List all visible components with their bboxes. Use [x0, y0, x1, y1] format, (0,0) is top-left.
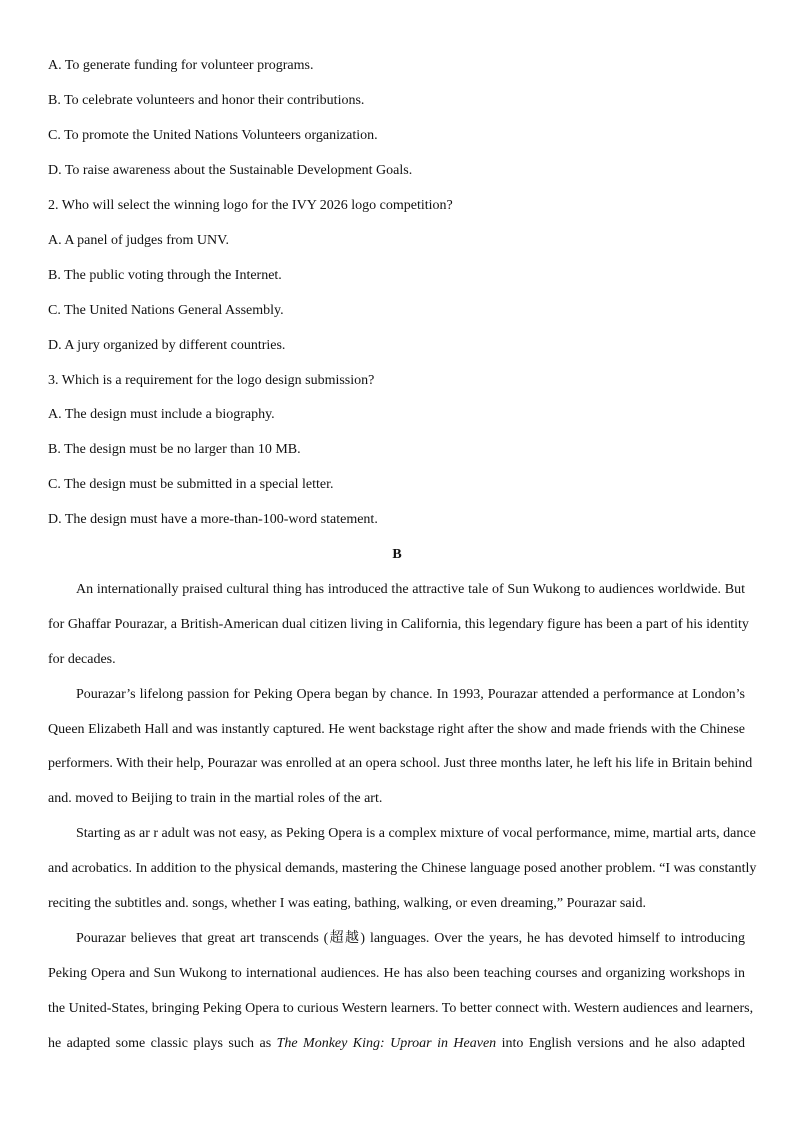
- q3-option-d: D. The design must have a more-than-100-word statement.: [48, 512, 378, 527]
- paragraph-3-line-3: reciting the subtitles and. songs, whether I was eating, bathing, walking, or even dreaming,” Pourazar said.: [48, 896, 646, 911]
- paragraph-4-line-2: Peking Opera and Sun Wukong to international audiences. He has also been teaching courses and organizing workshops in: [48, 966, 745, 981]
- paragraph-2-line-1: Pourazar’s lifelong passion for Peking Opera began by chance. In 1993, Pourazar attended a performance at London’s: [76, 687, 745, 702]
- paragraph-1-line-1: An internationally praised cultural thing has introduced the attractive tale of Sun Wukong to audiences worldwide. But: [76, 582, 745, 597]
- paragraph-3-line-1: Starting as ar r adult was not easy, as Peking Opera is a complex mixture of vocal performance, mime, martial arts, dance: [76, 826, 756, 841]
- q1-option-b: B. To celebrate volunteers and honor their contributions.: [48, 93, 365, 108]
- paragraph-4-line-1: Pourazar believes that great art transcends (超越) languages. Over the years, he has devoted himself to introducing: [76, 931, 745, 946]
- paragraph-1-line-3: for decades.: [48, 652, 116, 667]
- q3-option-a: A. The design must include a biography.: [48, 407, 275, 422]
- q2-option-d: D. A jury organized by different countries.: [48, 338, 286, 353]
- paragraph-3-line-2: and acrobatics. In addition to the physical demands, mastering the Chinese language posed another problem. “I was constantly: [48, 861, 757, 876]
- q2-stem: 2. Who will select the winning logo for the IVY 2026 logo competition?: [48, 198, 453, 213]
- paragraph-4-line-4: [48, 1035, 745, 1053]
- q2-option-b: B. The public voting through the Internet.: [48, 268, 282, 283]
- paragraph-2-line-4: and. moved to Beijing to train in the martial roles of the art.: [48, 791, 383, 806]
- paragraph-2-line-3: performers. With their help, Pourazar was enrolled at an opera school. Just three months later, he left his life in Britain behind: [48, 756, 753, 771]
- paragraph-1-line-2: for Ghaffar Pourazar, a British-American dual citizen living in California, this legendary figure has been a part of his identity: [48, 617, 749, 632]
- q1-option-a: A. To generate funding for volunteer programs.: [48, 58, 314, 73]
- q3-stem: 3. Which is a requirement for the logo design submission?: [48, 373, 375, 388]
- q3-option-c: C. The design must be submitted in a special letter.: [48, 477, 334, 492]
- paragraph-4-text-before-title: he adapted some classic plays such as: [48, 1036, 272, 1051]
- paragraph-4-text-after-title: into English versions and he also adapted: [501, 1036, 746, 1051]
- play-title: The Monkey King: Uproar in Heaven: [276, 1036, 497, 1051]
- paragraph-2-line-2: Queen Elizabeth Hall and was instantly captured. He went backstage right after the show and made friends with the Chinese: [48, 722, 745, 737]
- q1-option-c: C. To promote the United Nations Volunteers organization.: [48, 128, 378, 143]
- q2-option-a: A. A panel of judges from UNV.: [48, 233, 229, 248]
- section-heading: B: [392, 547, 402, 562]
- q3-option-b: B. The design must be no larger than 10 MB.: [48, 442, 301, 457]
- paragraph-4-line-3: the United-States, bringing Peking Opera to curious Western learners. To better connect with. Western audiences and learners,: [48, 1001, 754, 1016]
- q1-option-d: D. To raise awareness about the Sustainable Development Goals.: [48, 163, 413, 178]
- q2-option-c: C. The United Nations General Assembly.: [48, 303, 284, 318]
